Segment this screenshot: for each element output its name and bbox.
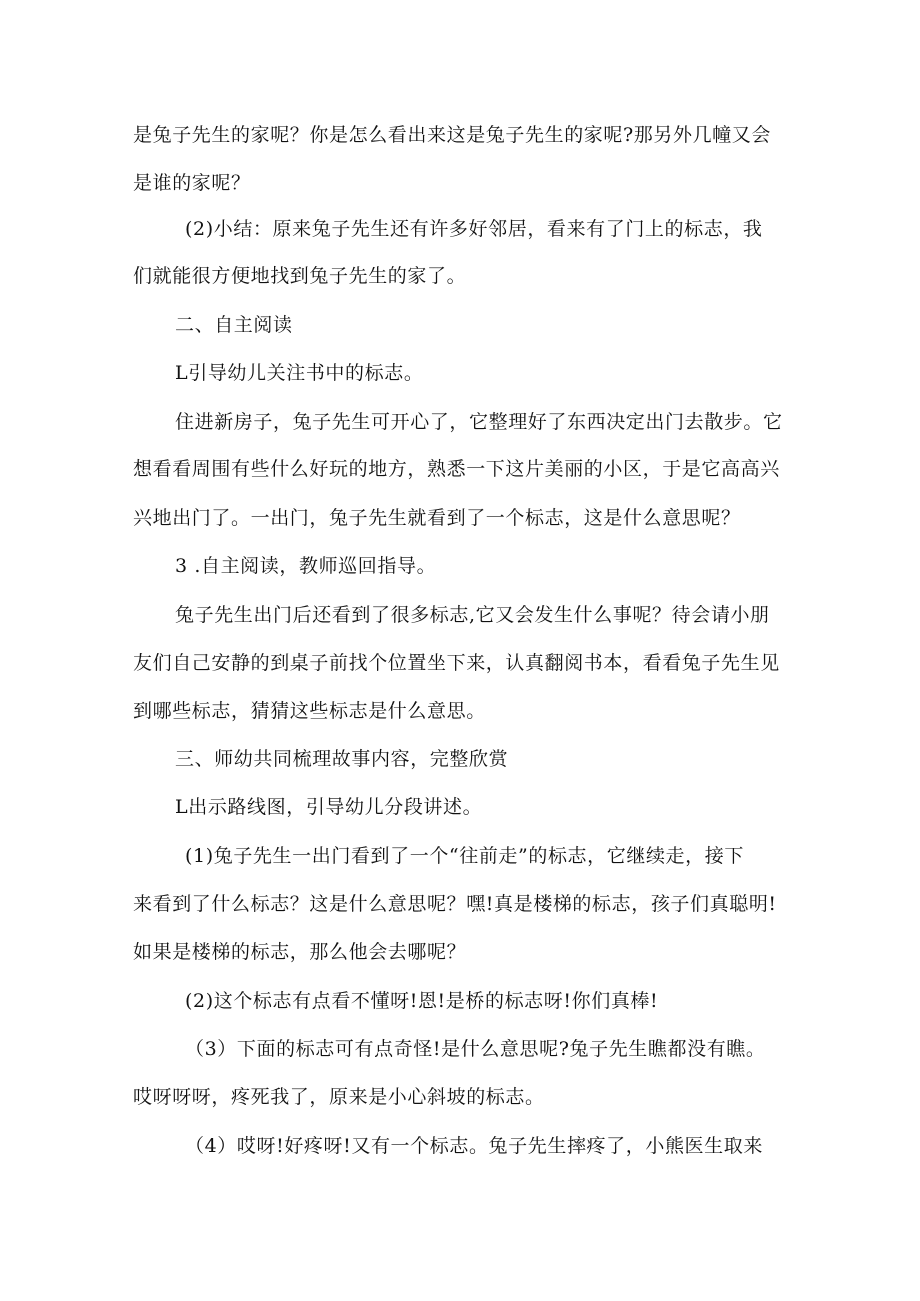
text-line: 是谁的家呢？ [133, 172, 251, 194]
text-line: 如果是楼梯的标志，那么他会去哪呢？ [133, 941, 467, 963]
text-line: L引导幼儿关注书中的标志。 [175, 362, 424, 384]
text-line: 们就能很方便地找到兔子先生的家了。 [133, 265, 467, 287]
text-line: L出示路线图，引导幼儿分段讲述。 [175, 796, 483, 818]
text-line: 兔子先生出门后还看到了很多标志,它又会发生什么事呢？待会请小朋 [175, 604, 770, 626]
text-line: 住进新房子，兔子先生可开心了，它整理好了东西决定出门去散步。它 [175, 411, 783, 433]
section-heading: 二、自主阅读 [175, 314, 293, 336]
text-line: 哎呀呀呀，疼死我了，原来是小心斜坡的标志。 [133, 1086, 545, 1108]
text-line: 想看看周围有些什么好玩的地方，熟悉一下这片美丽的小区，于是它高高兴 [133, 458, 780, 480]
text-line: (1)兔子先生一出门看到了一个“往前走”的标志，它继续走，接下 [185, 845, 744, 867]
text-line: 来看到了什么标志？这是什么意思呢？嘿!真是楼梯的标志，孩子们真聪明! [133, 893, 777, 915]
text-line: 友们自己安静的到桌子前找个位置坐下来，认真翻阅书本，看看兔子先生见 [133, 652, 780, 674]
text-line: （3）下面的标志可有点奇怪!是什么意思呢?兔子先生瞧都没有瞧。 [185, 1038, 766, 1060]
text-line: （4）哎呀!好疼呀!又有一个标志。兔子先生摔疼了，小熊医生取来 [185, 1135, 763, 1157]
text-line: 到哪些标志，猜猜这些标志是什么意思。 [133, 700, 486, 722]
section-heading: 三、师幼共同梳理故事内容，完整欣赏 [175, 748, 509, 770]
text-line: 是兔子先生的家呢？你是怎么看出来这是兔子先生的家呢?那另外几幢又会 [133, 124, 771, 146]
text-line: 3 .自主阅读，教师巡回指导。 [175, 555, 437, 577]
text-line: (2)小结：原来兔子先生还有许多好邻居，看来有了门上的标志，我 [185, 218, 763, 240]
text-line: (2)这个标志有点看不懂呀!恩!是桥的标志呀!你们真棒! [185, 990, 659, 1012]
text-line: 兴地出门了。一出门，兔子先生就看到了一个标志，这是什么意思呢？ [133, 507, 741, 529]
